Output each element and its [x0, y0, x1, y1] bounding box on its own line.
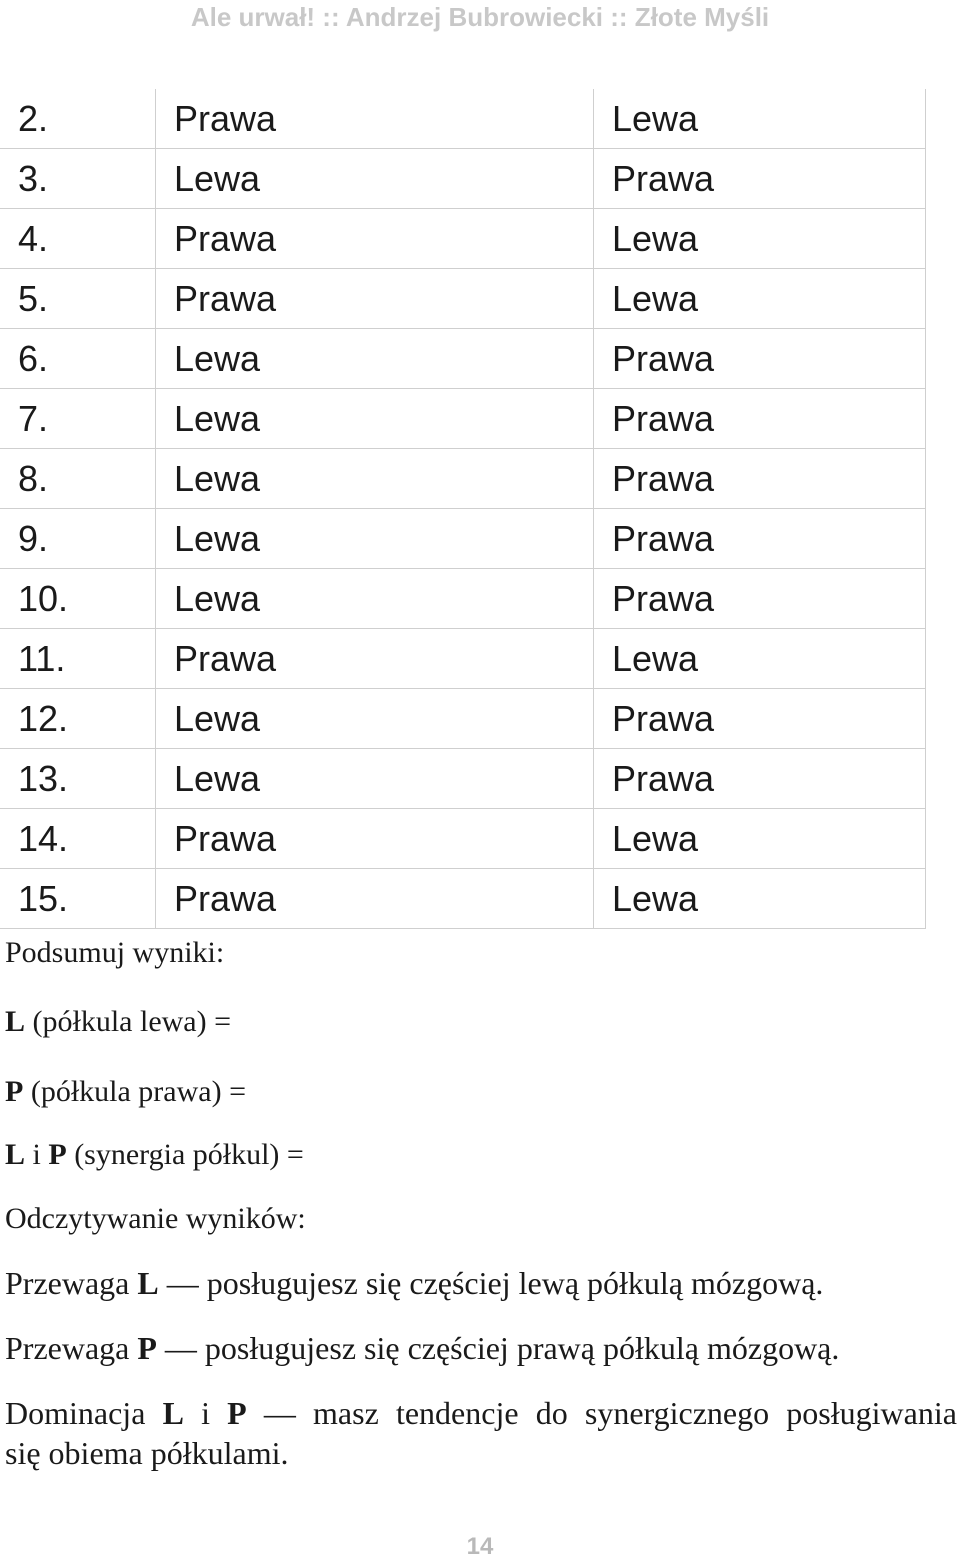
reading-line-left-text: — posługujesz się częściej lewą półkulą mózgową.: [158, 1265, 824, 1301]
table-row: [0, 809, 926, 869]
running-header: Ale urwał! :: Andrzej Bubrowiecki :: Złote Myśli: [190, 2, 770, 32]
page-number: 14: [466, 1533, 494, 1560]
reading-synergy-word: do: [535, 1395, 568, 1431]
table-row: [0, 209, 926, 269]
table-cell-number: 8.: [0, 449, 156, 509]
reading-synergy-word: —: [263, 1395, 296, 1431]
table-cell-second: Lewa: [594, 89, 926, 149]
table-row: [0, 569, 926, 629]
summary-left-letter: L: [5, 1005, 26, 1038]
table-cell-first: Prawa: [156, 209, 594, 269]
table-cell-number: 13.: [0, 749, 156, 809]
summary-right-text: (półkula prawa) =: [23, 1075, 246, 1108]
table-cell-first: Prawa: [156, 869, 594, 929]
reading-synergy-word: P: [227, 1395, 247, 1431]
table-cell-number: 14.: [0, 809, 156, 869]
table-cell-second: Prawa: [594, 329, 926, 389]
table-row: [0, 629, 926, 689]
table-cell-first: Lewa: [156, 689, 594, 749]
reading-line-synergy: [5, 1395, 957, 1432]
table-cell-second: Prawa: [594, 389, 926, 449]
table-row: [0, 89, 926, 149]
table-cell-number: 6.: [0, 329, 156, 389]
reading-synergy-word: i: [201, 1395, 210, 1431]
summary-heading: Podsumuj wyniki:: [5, 936, 225, 969]
reading-line-right-text: — posługujesz się częściej prawą półkulą mózgową.: [156, 1330, 840, 1366]
table-cell-number: 11.: [0, 629, 156, 689]
table-cell-first: Lewa: [156, 449, 594, 509]
table-cell-second: Prawa: [594, 449, 926, 509]
table-cell-second: Lewa: [594, 809, 926, 869]
reading-synergy-word: Dominacja: [5, 1395, 146, 1431]
summary-synergy-text: (synergia półkul) =: [66, 1138, 304, 1171]
table-cell-number: 7.: [0, 389, 156, 449]
reading-synergy-word: posługiwania: [786, 1395, 957, 1431]
table-row: [0, 749, 926, 809]
table-cell-first: Lewa: [156, 509, 594, 569]
table-row: [0, 269, 926, 329]
table-cell-first: Prawa: [156, 89, 594, 149]
table-cell-number: 3.: [0, 149, 156, 209]
reading-line-right-prefix: Przewaga: [5, 1330, 138, 1366]
summary-synergy-l: L: [5, 1138, 26, 1171]
reading-line-left: [5, 1265, 823, 1302]
reading-line-right: [5, 1330, 839, 1367]
table-cell-first: Lewa: [156, 389, 594, 449]
table-cell-first: Prawa: [156, 809, 594, 869]
summary-left-line: [5, 1005, 231, 1039]
reading-synergy-word: synergicznego: [584, 1395, 770, 1431]
table-cell-number: 9.: [0, 509, 156, 569]
table-cell-number: 12.: [0, 689, 156, 749]
reading-heading: Odczytywanie wyników:: [5, 1202, 306, 1235]
table-row: [0, 449, 926, 509]
table-cell-second: Prawa: [594, 509, 926, 569]
table-row: [0, 149, 926, 209]
reading-synergy-word: L: [162, 1395, 184, 1431]
table-cell-second: Prawa: [594, 149, 926, 209]
reading-line-left-prefix: Przewaga: [5, 1265, 138, 1301]
summary-synergy-line: [5, 1138, 304, 1172]
reading-line-left-letter: L: [137, 1265, 159, 1301]
table-row: [0, 869, 926, 929]
table-row: [0, 689, 926, 749]
summary-synergy-i: i: [25, 1138, 49, 1171]
table-cell-number: 5.: [0, 269, 156, 329]
table-cell-first: Prawa: [156, 629, 594, 689]
table-cell-number: 4.: [0, 209, 156, 269]
summary-synergy-p: P: [48, 1138, 67, 1171]
reading-line-right-letter: P: [137, 1330, 157, 1366]
table-cell-number: 10.: [0, 569, 156, 629]
table-cell-second: Lewa: [594, 629, 926, 689]
table-cell-first: Lewa: [156, 569, 594, 629]
table-cell-second: Lewa: [594, 209, 926, 269]
summary-right-line: [5, 1075, 246, 1109]
table-cell-first: Lewa: [156, 329, 594, 389]
summary-left-text: (półkula lewa) =: [25, 1005, 232, 1038]
table-row: [0, 389, 926, 449]
table-row: [0, 509, 926, 569]
table-cell-second: Prawa: [594, 569, 926, 629]
reading-line-synergy-cont: się obiema półkulami.: [5, 1435, 289, 1471]
table-cell-second: Prawa: [594, 689, 926, 749]
table-cell-second: Prawa: [594, 749, 926, 809]
table-cell-number: 15.: [0, 869, 156, 929]
reading-synergy-word: masz: [313, 1395, 379, 1431]
table-cell-second: Lewa: [594, 269, 926, 329]
table-row: [0, 329, 926, 389]
reading-synergy-word: tendencje: [395, 1395, 519, 1431]
table-cell-first: Lewa: [156, 149, 594, 209]
table-cell-first: Prawa: [156, 269, 594, 329]
summary-right-letter: P: [5, 1075, 24, 1108]
answer-table: [0, 89, 926, 929]
table-cell-number: 2.: [0, 89, 156, 149]
table-cell-first: Lewa: [156, 749, 594, 809]
table-cell-second: Lewa: [594, 869, 926, 929]
